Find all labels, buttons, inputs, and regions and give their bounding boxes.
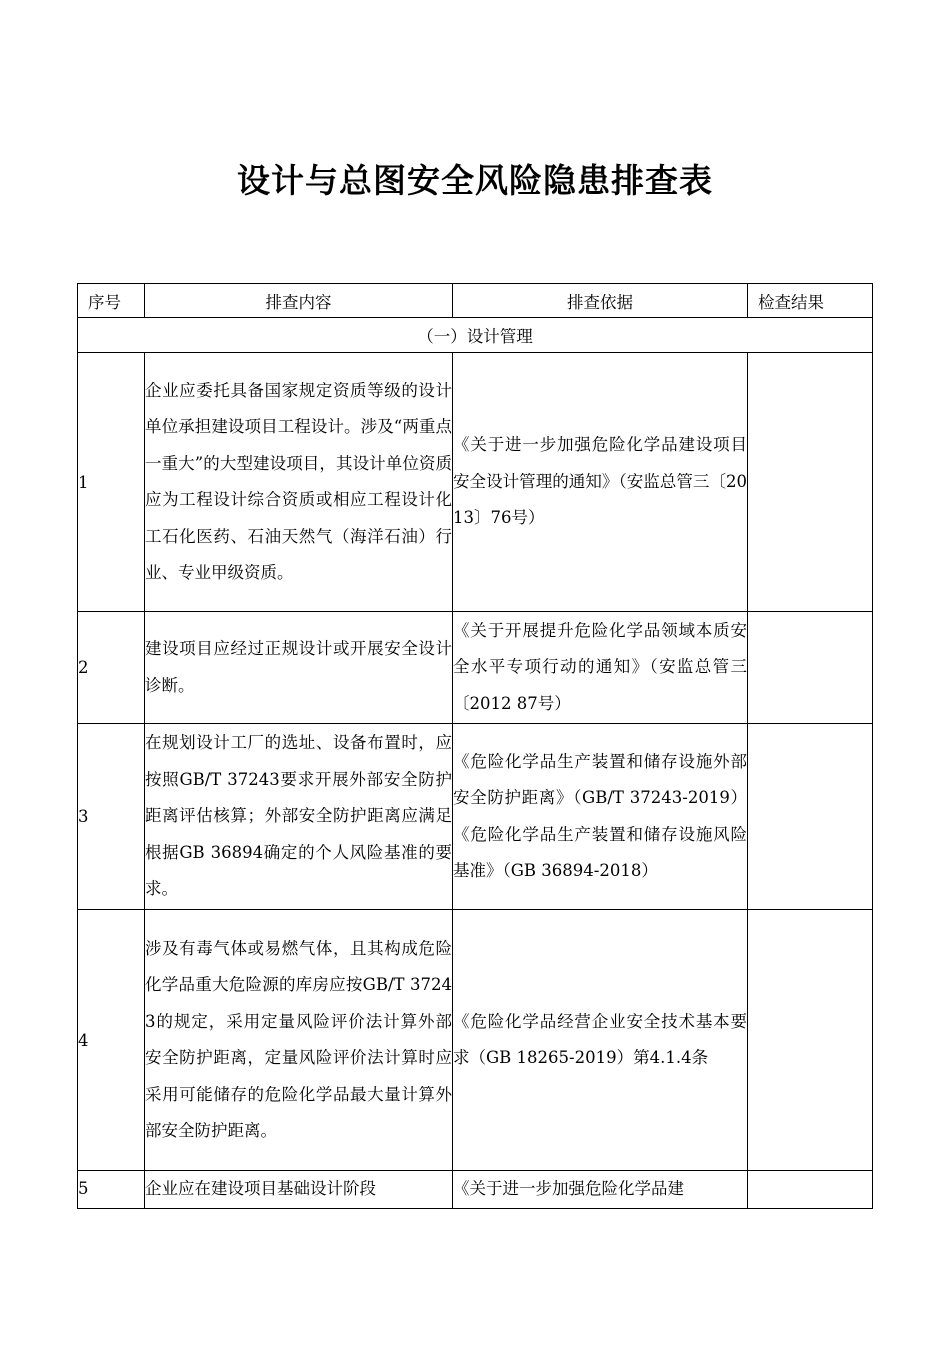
header-basis: 排查依据 (453, 284, 748, 318)
row-num: 4 (78, 910, 145, 1171)
row-basis: 《关于开展提升危险化学品领域本质安全水平专项行动的通知》（安监总管三〔2012 87号） (453, 612, 748, 724)
table-row (78, 1171, 873, 1209)
row-num: 2 (78, 612, 145, 724)
table-row (78, 612, 873, 724)
row-content: 在规划设计工厂的选址、设备布置时，应按照GB/T 37243要求开展外部安全防护距离评估核算；外部安全防护距离应满足根据GB 36894确定的个人风险基准的要求。 (145, 724, 453, 910)
page-title: 设计与总图安全风险隐患排查表 (237, 161, 713, 200)
row-content: 涉及有毒气体或易燃气体，且其构成危险化学品重大危险源的库房应按GB/T 37243的规定，采用定量风险评价法计算外部安全防护距离，定量风险评价法计算时应采用可能储存的危险化学品最大量计算外部安全防护距离。 (145, 910, 453, 1171)
row-basis: 《危险化学品生产装置和储存设施外部安全防护距离》（GB/T 37243-2019）《危险化学品生产装置和储存设施风险基准》（GB 36894-2018） (453, 724, 748, 910)
header-row (78, 284, 873, 318)
row-result (748, 724, 873, 910)
table-row (78, 724, 873, 910)
inspection-table (77, 283, 873, 1209)
row-content: 企业应委托具备国家规定资质等级的设计单位承担建设项目工程设计。涉及“两重点一重大”的大型建设项目，其设计单位资质应为工程设计综合资质或相应工程设计化工石化医药、石油天然气（海洋石油）行业、专业甲级资质。 (145, 353, 453, 612)
section-row (78, 318, 873, 353)
section-title: （一）设计管理 (78, 318, 873, 353)
row-num: 5 (78, 1171, 145, 1209)
row-basis: 《危险化学品经营企业安全技术基本要求（GB 18265-2019）第4.1.4条 (453, 910, 748, 1171)
row-basis: 《关于进一步加强危险化学品建设项目安全设计管理的通知》（安监总管三〔2013〕76号） (453, 353, 748, 612)
table-row (78, 910, 873, 1171)
table-row (78, 353, 873, 612)
row-result (748, 612, 873, 724)
header-num: 序号 (78, 284, 145, 318)
row-content: 建设项目应经过正规设计或开展安全设计诊断。 (145, 612, 453, 724)
row-basis: 《关于进一步加强危险化学品建 (453, 1171, 748, 1209)
header-result: 检查结果 (748, 284, 873, 318)
row-result (748, 910, 873, 1171)
row-num: 1 (78, 353, 145, 612)
row-result (748, 1171, 873, 1209)
row-num: 3 (78, 724, 145, 910)
row-result (748, 353, 873, 612)
row-content: 企业应在建设项目基础设计阶段 (145, 1171, 453, 1209)
header-content: 排查内容 (145, 284, 453, 318)
